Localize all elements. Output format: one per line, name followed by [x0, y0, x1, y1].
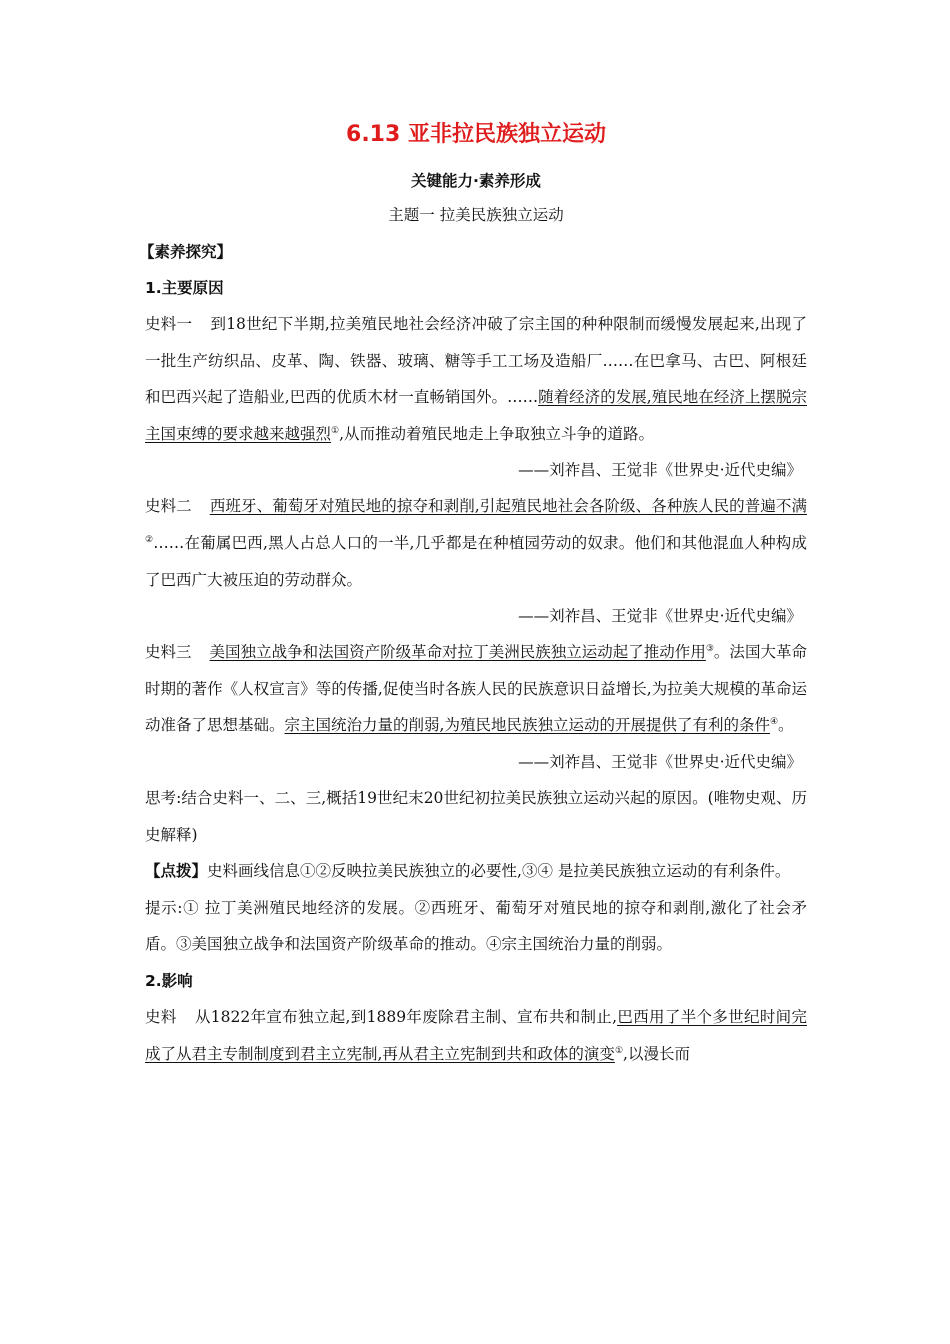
- tip-paragraph: [145, 853, 807, 890]
- material-2-source: ——刘祚昌、王觉非《世界史·近代史编》: [518, 607, 802, 626]
- tip-label: 【点拨】: [145, 862, 208, 881]
- material-2-label: 史料二: [145, 497, 192, 516]
- hint-paragraph: 提示:① 拉丁美洲殖民地经济的发展。②西班牙、葡萄牙对殖民地的掠夺和剥削,激化了社会矛盾。③美国独立战争和法国资产阶级革命的推动。④宗主国统治力量的削弱。: [145, 898, 807, 954]
- material-4-underline: 巴西用了半个多世纪时间完成了从君主专制制度到君主立宪制,再从君主立宪制到共和政体的演变: [145, 1007, 807, 1063]
- material-4: [145, 999, 807, 1072]
- material-1-mark: ①: [331, 425, 340, 436]
- section-label: 【素养探究】: [139, 243, 233, 261]
- material-4-mark: ①: [614, 1045, 624, 1056]
- topic-heading: 主题一 拉美民族独立运动: [388, 206, 564, 224]
- material-1-text-a: 到18世纪下半期,拉美殖民地社会经济冲破了宗主国的种种限制而缓慢发展起来,出现了一批生产纺织品、皮革、陶、铁器、玻璃、糖等手工工场及造船厂……在巴拿马、古巴、阿根廷和巴西兴起了造船业,巴西的优质木材一直畅销国外。……: [145, 315, 807, 407]
- material-3-underline-1: 美国独立战争和法国资产阶级革命对拉丁美洲民族独立运动起了推动作用: [209, 643, 706, 662]
- material-4-label: 史料: [145, 1007, 177, 1026]
- material-3: [145, 634, 807, 744]
- heading-main-causes: 1.主要原因: [145, 279, 224, 297]
- material-1-label: 史料一: [145, 315, 193, 333]
- material-3-mark-1: ③: [705, 644, 714, 654]
- material-3-label: 史料三: [145, 643, 192, 662]
- document-content: [139, 118, 807, 1072]
- material-3-text-a: 。法国大革命时期的著作《人权宣言》等的传播,促使当时各族人民的民族意识日益增长,为拉美大规模的革命运动准备了思想基础。: [145, 643, 807, 735]
- material-4-text-b: ,以漫长而: [623, 1044, 690, 1063]
- material-3-source: ——刘祚昌、王觉非《世界史·近代史编》: [518, 752, 802, 771]
- material-3-text-b: 。: [778, 716, 794, 735]
- material-1: [145, 306, 807, 452]
- material-2-text-b: ……在葡属巴西,黑人占总人口的一半,几乎都是在种植园劳动的奴隶。他们和其他混血人种构成了巴西广大被压迫的劳动群众。: [145, 533, 807, 589]
- material-2: [145, 488, 807, 598]
- think-question: 思考:结合史料一、二、三,概括19世纪末20世纪初拉美民族独立运动兴起的原因。(唯物史观、历史解释): [145, 788, 807, 844]
- material-1-source: ——刘祚昌、王觉非《世界史·近代史编》: [518, 461, 802, 480]
- heading-influence: 2.影响: [145, 971, 193, 990]
- section-subtitle: 关键能力·素养形成: [411, 172, 541, 190]
- material-3-underline-2: 宗主国统治力量的削弱,为殖民地民族独立运动的开展提供了有利的条件: [284, 716, 770, 735]
- material-1-text-b: ,从而推动着殖民地走上争取独立斗争的道路。: [339, 424, 655, 443]
- page-title: 6.13 亚非拉民族独立运动: [346, 122, 606, 147]
- material-3-mark-2: ④: [769, 717, 779, 728]
- material-4-text-a: 从1822年宣布独立起,到1889年废除君主制、宣布共和制止,: [194, 1007, 618, 1026]
- material-1-underline: 随着经济的发展,殖民地在经济上摆脱宗主国束缚的要求越来越强烈: [145, 388, 807, 443]
- tip-text: 史料画线信息①②反映拉美民族独立的必要性,③④ 是拉美民族独立运动的有利条件。: [207, 862, 791, 881]
- material-2-underline: 西班牙、葡萄牙对殖民地的掠夺和剥削,引起殖民地社会各阶级、各种族人民的普遍不满: [209, 497, 807, 516]
- material-2-mark: ②: [145, 534, 154, 545]
